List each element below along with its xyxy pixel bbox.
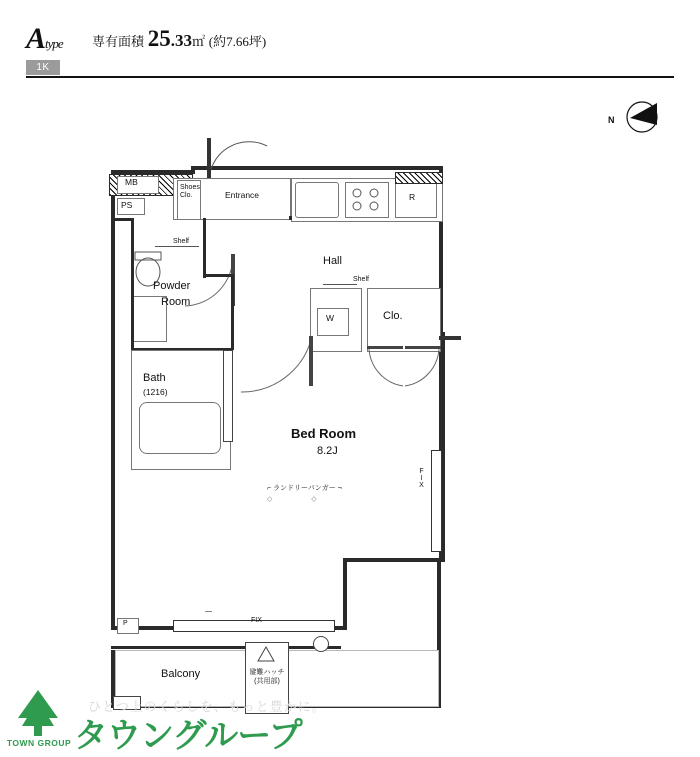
plan-type-sub: type <box>45 36 63 51</box>
powder-room-label-1: Powder <box>153 280 191 292</box>
shelf-line-2 <box>323 284 357 285</box>
wall-step-vert <box>343 558 347 630</box>
closet-box <box>367 288 441 352</box>
bath-size-label: (1216) <box>143 387 168 397</box>
laundry-hanger-label: ⌐ ランドリーパンガー ¬ <box>267 485 342 492</box>
bath-sliding-door <box>223 350 233 442</box>
area-unit: ㎡ <box>192 34 206 49</box>
kitchen-sink <box>295 182 339 218</box>
floor-plan <box>95 150 495 690</box>
area-label: 専有面積 <box>92 34 145 49</box>
header-divider <box>26 76 674 78</box>
footer-company: TOWN GROUP <box>6 738 72 748</box>
area-summary <box>92 26 266 52</box>
compass-north-label: N <box>608 115 615 125</box>
laundry-hanger-marks: ◇ ◇ <box>267 496 317 503</box>
bedroom-size-label: 8.2J <box>317 445 338 457</box>
shelf-label-2: Shelf <box>353 276 369 283</box>
bathtub <box>139 402 221 454</box>
p-label: P <box>123 620 128 627</box>
area-tsubo: (約7.66坪) <box>208 34 267 49</box>
wall-lower-right-step <box>343 558 445 562</box>
evacuation-hatch-label: 避難ハッチ (共用部) <box>249 669 285 685</box>
bedroom-door-swing <box>235 336 315 396</box>
window-fix-right <box>431 450 442 552</box>
mb-box <box>117 176 159 194</box>
footer-brand: タウングループ <box>74 717 302 755</box>
compass <box>608 94 670 140</box>
p-box <box>117 618 139 634</box>
mb-label: MB <box>125 177 138 187</box>
hall-wall-mid <box>231 274 234 350</box>
shoes-closet-label: Shoes Clo. <box>180 184 200 199</box>
shelf-label-1: Shelf <box>173 238 189 245</box>
closet-door-swing <box>367 346 441 392</box>
hall-wall-left <box>203 218 206 278</box>
ps-label: PS <box>121 200 133 210</box>
footer-tagline: ひとつ上のくらしを、もっと豊かに。 <box>88 699 326 714</box>
fix-label-right: FIX <box>418 468 425 489</box>
powder-wall-top <box>111 218 133 221</box>
balcony-label: Balcony <box>161 668 201 680</box>
balcony-drain-icon <box>313 636 329 652</box>
entrance-label: Entrance <box>225 190 260 200</box>
refrigerator-box <box>395 182 437 218</box>
plan-type-letter: A <box>26 22 46 55</box>
kitchen-hatch <box>395 172 443 184</box>
powder-door-swing <box>181 254 237 314</box>
footer-branding <box>0 686 700 755</box>
fix-label-bottom: FIX <box>251 617 262 624</box>
plan-type-label <box>26 22 63 56</box>
powder-wall-right <box>131 218 134 350</box>
bath-label: Bath <box>143 372 166 384</box>
area-value: 25 <box>147 26 171 51</box>
hall-wall-stub <box>203 274 233 277</box>
hall-label: Hall <box>323 255 342 267</box>
balcony-wall-top <box>111 646 341 649</box>
evacuation-arrow-icon <box>255 646 277 664</box>
closet-label: Clo. <box>383 310 403 322</box>
window-tick: — <box>205 608 212 615</box>
refrigerator-label: R <box>409 192 416 202</box>
powder-room-label-2: Room <box>161 296 191 308</box>
bedroom-label: Bed Room <box>291 426 356 441</box>
wall-left <box>111 170 115 630</box>
plan-badge: 1K <box>26 60 60 75</box>
stove-burner-icon <box>347 184 385 214</box>
kitchen-wall-stub <box>289 216 292 220</box>
washer-label: W <box>326 313 335 323</box>
compass-needle-icon <box>608 94 670 140</box>
right-jamb <box>439 336 461 340</box>
tree-logo-icon <box>14 688 62 738</box>
shelf-line-1 <box>155 246 199 247</box>
area-decimal: .33 <box>170 31 193 50</box>
